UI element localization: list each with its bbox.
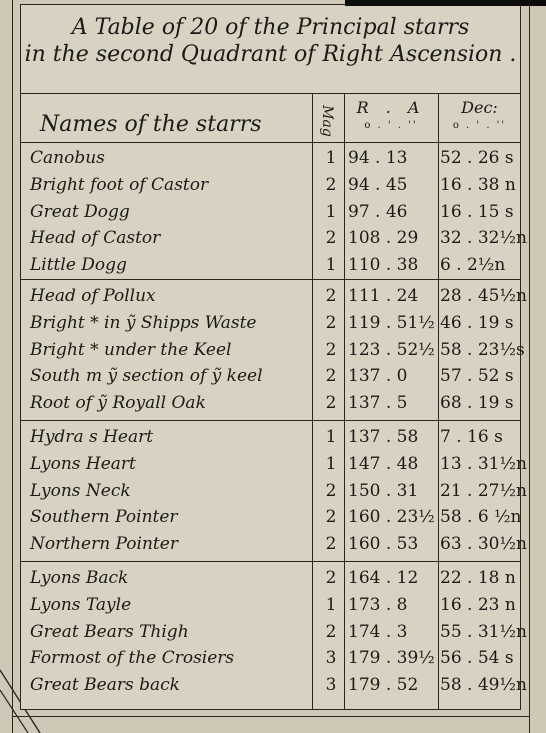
star-declination: 52 . 26 s — [440, 148, 514, 168]
column-header-names: Names of the starrs — [40, 112, 262, 137]
table-row — [20, 565, 521, 591]
star-declination: 16 . 15 s — [440, 201, 514, 222]
group-divider — [20, 420, 521, 421]
group-divider — [20, 561, 521, 562]
star-declination: 32 . 32½n — [440, 228, 527, 249]
star-magnitude: 2 — [325, 480, 337, 501]
star-right-ascension: 119 . 51½ — [348, 312, 435, 333]
table-row — [20, 145, 521, 171]
title-divider — [20, 93, 521, 94]
star-right-ascension: 174 . 3 — [348, 621, 408, 642]
star-magnitude: 3 — [325, 648, 337, 669]
star-declination: 28 . 45½n — [440, 286, 527, 306]
table-row — [20, 252, 521, 278]
star-right-ascension: 94 . 45 — [348, 174, 408, 195]
star-magnitude: 2 — [325, 339, 337, 360]
star-right-ascension: 160 . 23½ — [348, 507, 435, 528]
star-magnitude: 2 — [325, 568, 337, 588]
table-row — [20, 424, 521, 450]
magnitude-label: Mag — [319, 105, 335, 137]
group-divider — [20, 279, 521, 280]
star-right-ascension: 179 . 52 — [348, 675, 419, 696]
star-magnitude: 2 — [325, 286, 337, 306]
star-right-ascension: 147 . 48 — [348, 453, 419, 474]
star-magnitude: 1 — [325, 453, 337, 474]
star-right-ascension: 160 . 53 — [348, 534, 419, 555]
star-declination: 46 . 19 s — [440, 312, 514, 333]
star-name: Great Dogg — [30, 201, 130, 222]
star-right-ascension: 94 . 13 — [348, 148, 408, 168]
star-name: South m ỹ section of ỹ keel — [30, 366, 263, 387]
table-row — [20, 363, 521, 389]
star-right-ascension: 137 . 0 — [348, 366, 408, 387]
table-row — [20, 619, 527, 645]
star-magnitude: 2 — [325, 366, 337, 387]
star-declination: 58 . 6 ½n — [440, 507, 522, 528]
title-line-1: A Table of 20 of the Principal starrs — [71, 15, 470, 40]
star-magnitude: 2 — [325, 312, 337, 333]
table-row — [20, 283, 527, 309]
star-right-ascension: 97 . 46 — [348, 201, 408, 222]
star-right-ascension: 137 . 5 — [348, 393, 408, 414]
table-title — [22, 14, 519, 68]
star-magnitude: 1 — [325, 201, 337, 222]
star-declination: 7 . 16 s — [440, 427, 503, 447]
column-header-magnitude — [312, 100, 342, 142]
star-declination: 68 . 19 s — [440, 393, 514, 414]
table-row — [20, 592, 521, 618]
star-magnitude: 2 — [325, 228, 337, 249]
star-declination: 57 . 52 s — [440, 366, 514, 387]
star-name: Great Bears Thigh — [30, 621, 189, 642]
star-right-ascension: 150 . 31 — [348, 480, 419, 501]
outer-border-bottom — [12, 716, 529, 717]
star-magnitude: 2 — [325, 621, 337, 642]
star-name: Bright * in ỹ Shipps Waste — [30, 312, 257, 333]
star-declination: 16 . 23 n — [440, 594, 516, 615]
star-name: Great Bears back — [30, 675, 180, 696]
star-magnitude: 2 — [325, 507, 337, 528]
star-name: Canobus — [30, 148, 105, 168]
star-right-ascension: 164 . 12 — [348, 568, 419, 588]
star-declination: 55 . 31½n — [440, 621, 527, 642]
star-right-ascension: 110 . 38 — [348, 255, 419, 276]
star-right-ascension: 123 . 52½ — [348, 339, 435, 360]
star-name: Root of ỹ Royall Oak — [30, 393, 206, 414]
scan-edge — [345, 0, 546, 6]
star-right-ascension: 179 . 39½ — [348, 648, 435, 669]
star-declination: 63 . 30½n — [440, 534, 527, 555]
star-magnitude: 1 — [325, 427, 337, 447]
star-declination: 13 . 31½n — [440, 453, 527, 474]
star-declination: 56 . 54 s — [440, 648, 514, 669]
table-row — [20, 337, 525, 363]
star-declination: 16 . 38 n — [440, 174, 516, 195]
star-name: Lyons Tayle — [30, 594, 132, 615]
star-right-ascension: 137 . 58 — [348, 427, 419, 447]
star-name: Little Dogg — [30, 255, 127, 276]
star-declination: 58 . 23½s — [440, 339, 525, 360]
star-name: Formost of the Crosiers — [30, 648, 235, 669]
table-row — [20, 310, 521, 336]
star-right-ascension: 111 . 24 — [348, 286, 419, 306]
outer-border-right — [529, 0, 530, 733]
star-declination: 58 . 49½n — [440, 675, 527, 696]
column-header-ra: R . A — [356, 98, 426, 117]
star-magnitude: 2 — [325, 174, 337, 195]
outer-border-left — [12, 0, 13, 733]
star-magnitude: 1 — [325, 255, 337, 276]
table-row — [20, 531, 527, 557]
star-magnitude: 2 — [325, 534, 337, 555]
star-name: Head of Pollux — [30, 286, 156, 306]
column-header-dec: Dec: — [461, 98, 498, 117]
table-row — [20, 672, 527, 698]
star-right-ascension: 173 . 8 — [348, 594, 408, 615]
table-row — [20, 199, 521, 225]
star-name: Lyons Neck — [30, 480, 131, 501]
star-right-ascension: 108 . 29 — [348, 228, 419, 249]
star-name: Southern Pointer — [30, 507, 178, 528]
table-row — [20, 451, 527, 477]
table-row — [20, 390, 521, 416]
star-name: Head of Castor — [30, 228, 161, 249]
title-line-2: in the second Quadrant of Right Ascension . — [24, 42, 517, 67]
star-name: Hydra s Heart — [30, 427, 154, 447]
table-row — [20, 645, 521, 671]
star-declination: 21 . 27½n — [440, 480, 527, 501]
table-row — [20, 225, 527, 251]
star-name: Northern Pointer — [30, 534, 178, 555]
ra-units: o . ' . '' — [364, 120, 418, 131]
star-magnitude: 1 — [325, 148, 337, 168]
star-magnitude: 2 — [325, 393, 337, 414]
star-declination: 22 . 18 n — [440, 568, 516, 588]
header-divider — [20, 142, 521, 143]
star-declination: 6 . 2½n — [440, 255, 506, 276]
star-name: Bright * under the Keel — [30, 339, 232, 360]
table-row — [20, 478, 527, 504]
star-magnitude: 1 — [325, 594, 337, 615]
star-name: Bright foot of Castor — [30, 174, 209, 195]
star-name: Lyons Heart — [30, 453, 136, 474]
star-name: Lyons Back — [30, 568, 129, 588]
table-row — [20, 172, 521, 198]
star-magnitude: 3 — [325, 675, 337, 696]
table-row — [20, 504, 521, 530]
dec-units: o . ' . '' — [452, 120, 507, 131]
